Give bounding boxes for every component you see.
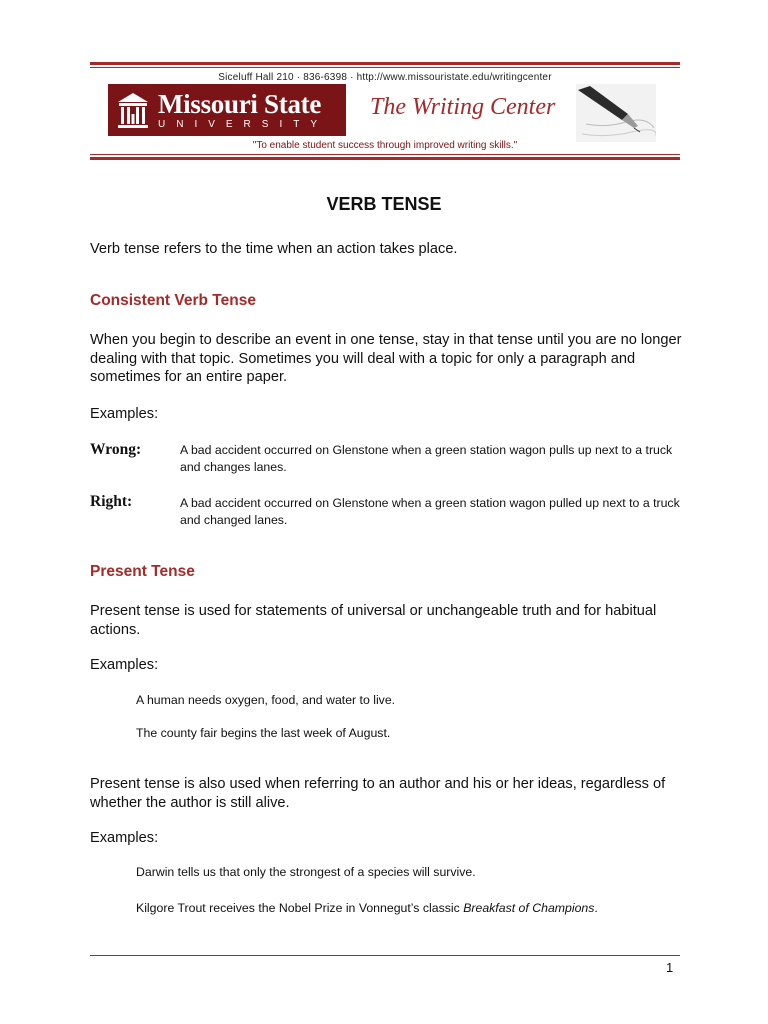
right-example: A bad accident occurred on Glenstone when a green station wagon pulled up next to a truck and changed lanes. (180, 496, 680, 527)
header-bottom-rule-thick (90, 157, 680, 160)
footer-rule (90, 955, 680, 956)
heading-present-tense: Present Tense (90, 563, 195, 580)
building-icon (114, 90, 152, 130)
right-label: Right: (90, 493, 133, 510)
example-kilgore-suffix: . (594, 901, 598, 915)
heading-consistent-verb-tense: Consistent Verb Tense (90, 292, 256, 309)
example-county-fair: The county fair begins the last week of August. (136, 726, 391, 740)
present-tense-paragraph-2: Present tense is also used when referring to an author and his or her ideas, regardless of whether the author is still alive. (90, 776, 666, 811)
consistent-tense-paragraph: When you begin to describe an event in one tense, stay in that tense until you are no longer dealing with that topic. Sometimes you will deal with a topic for only a paragraph and sometimes for an entire paper. (90, 332, 682, 385)
example-kilgore-prefix: Kilgore Trout receives the Nobel Prize in Vonnegut’s classic (136, 901, 464, 915)
wrong-example: A bad accident occurred on Glenstone when a green station wagon pulls up next to a truck and changes lanes. (180, 443, 673, 474)
intro-paragraph: Verb tense refers to the time when an action takes place. (90, 241, 458, 257)
examples-label-3: Examples: (90, 830, 159, 846)
page-number: 1 (666, 960, 674, 975)
header-top-rule-thin (90, 67, 680, 68)
header-top-rule-thick (90, 62, 680, 65)
fountain-pen-icon (576, 84, 656, 142)
wrong-label: Wrong: (90, 441, 142, 458)
logo-sub-text: UNIVERSITY (158, 118, 329, 130)
examples-label-2: Examples: (90, 657, 159, 673)
example-darwin: Darwin tells us that only the strongest of a species will survive. (136, 865, 476, 879)
header-bottom-rule-thin (90, 154, 680, 155)
contact-line: Siceluff Hall 210 · 836-6398 · http://www.missouristate.edu/writingcenter (218, 72, 552, 83)
writing-center-title: The Writing Center (370, 94, 556, 120)
tagline: "To enable student success through improved writing skills." (252, 140, 518, 151)
examples-label-1: Examples: (90, 406, 159, 422)
book-title-breakfast-of-champions: Breakfast of Champions (463, 901, 595, 915)
example-kilgore-trout (136, 900, 598, 916)
logo-main-text: Missouri State (158, 88, 322, 119)
document-title: VERB TENSE (326, 194, 442, 214)
present-tense-paragraph-1: Present tense is used for statements of universal or unchangeable truth and for habitual actions. (90, 603, 657, 638)
missouri-state-logo (108, 84, 346, 136)
example-oxygen: A human needs oxygen, food, and water to live. (136, 693, 396, 707)
